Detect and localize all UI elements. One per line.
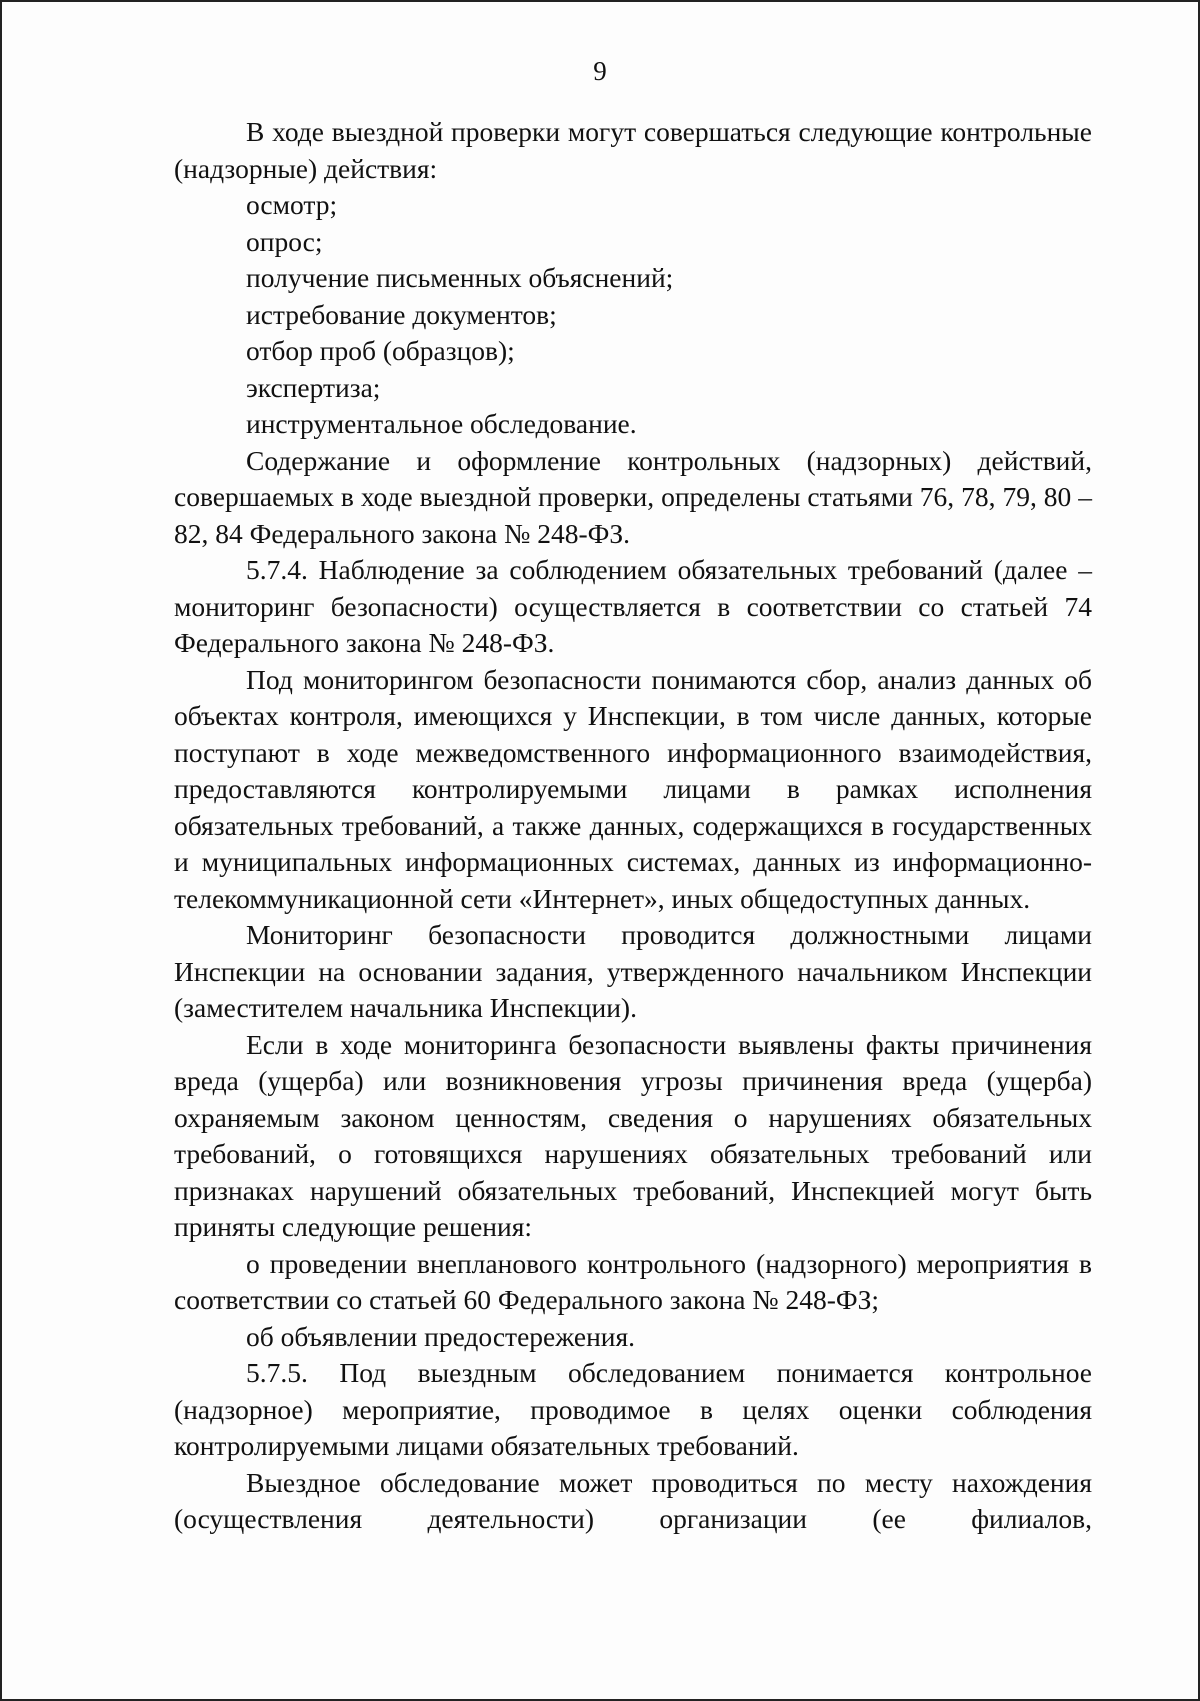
list-item: истребование документов;: [246, 298, 557, 330]
list-item: экспертиза;: [246, 371, 381, 403]
paragraph: Мониторинг безопасности проводится должностными лицами Инспекции на основании задания, утвержденного начальником Инспекции (заместителем начальника Инспекции).: [174, 919, 1092, 1023]
paragraph: В ходе выездной проверки могут совершаться следующие контрольные (надзорные) действия:: [174, 116, 1092, 184]
paragraph: Содержание и оформление контрольных (надзорных) действий, совершаемых в ходе выездной проверки, определены статьями 76, 78, 79, 80 – 82, 84 Федерального закона № 248-ФЗ.: [174, 444, 1092, 549]
paragraph: о проведении внепланового контрольного (надзорного) мероприятия в соответствии со статьей 60 Федерального закона № 248-ФЗ;: [174, 1247, 1092, 1315]
paragraph-continued: Выездное обследование может проводиться по месту нахождения (осуществления деятельности) организации (ее филиалов,: [174, 1466, 1092, 1534]
list-item: отбор проб (образцов);: [246, 335, 515, 366]
document-body: [174, 114, 1092, 1538]
section-5-7-5-paragraph: 5.7.5. Под выездным обследованием понимается контрольное (надзорное) мероприятие, проводимое в целях оценки соблюдения контролируемыми лицами обязательных требований.: [174, 1357, 1092, 1461]
list-item: инструментальное обследование.: [246, 408, 637, 439]
page-number: 9: [593, 56, 607, 86]
paragraph: Если в ходе мониторинга безопасности выявлены факты причинения вреда (ущерба) или возникновения угрозы причинения вреда (ущерба) охраняемым законом ценностям, сведения о нарушениях обязательных требований, о готовящихся нарушениях обязательных требований или признаках нарушений обязательных требований, Инспекцией могут быть приняты следующие решения:: [174, 1028, 1092, 1242]
paragraph: Под мониторингом безопасности понимаются сбор, анализ данных об объектах контроля, имеющихся у Инспекции, в том числе данных, которые поступают в ходе межведомственного информационного взаимодействия, предоставляются контролируемыми лицами в рамках исполнения обязательных требований, а также данных, содержащихся в государственных и муниципальных информационных системах, данных из информационно-телекоммуникационной сети «Интернет», иных общедоступных данных.: [174, 663, 1092, 914]
paragraph: об объявлении предостережения.: [246, 1320, 636, 1352]
list-item: опрос;: [246, 225, 323, 257]
list-item: получение письменных объяснений;: [246, 262, 674, 293]
list-item: осмотр;: [246, 189, 338, 220]
section-5-7-4-paragraph: 5.7.4. Наблюдение за соблюдением обязательных требований (далее – мониторинг безопасности) осуществляется в соответствии со статьей 74 Федерального закона № 248-ФЗ.: [174, 554, 1092, 658]
